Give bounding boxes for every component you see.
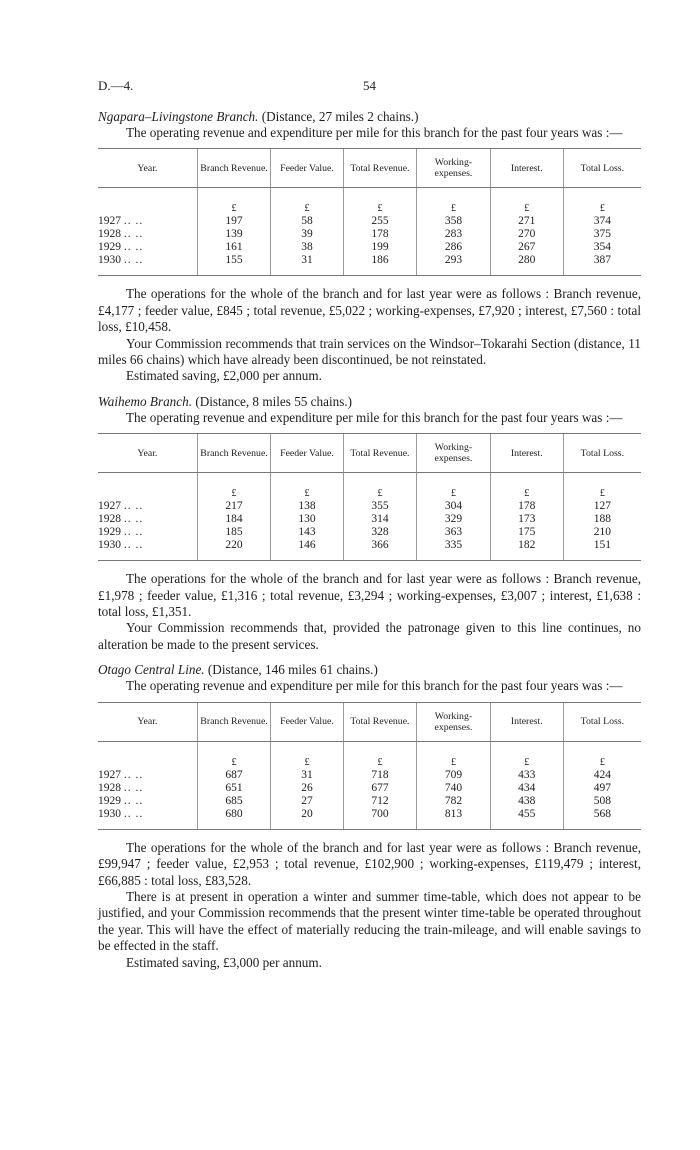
branch-section — [98, 661, 641, 971]
value-cell: 39 — [271, 228, 343, 241]
value-cell: 433 — [490, 769, 563, 782]
value-cell: 335 — [417, 539, 491, 561]
branch-section — [98, 108, 641, 385]
table-row — [98, 782, 641, 795]
value-cell: 387 — [563, 254, 641, 276]
currency-unit-row — [98, 741, 641, 769]
branch-section — [98, 393, 641, 653]
body-paragraph: The operations for the whole of the branch and for last year were as follows : Branch revenue, £99,947 ; feeder value, £2,953 ; total revenue, £102,900 ; working-expenses, £119,479 ; interest, £66,885 : total loss, £83,528. — [98, 839, 641, 888]
year-value: 1929 — [98, 794, 121, 807]
table-row — [98, 228, 641, 241]
currency-symbol: £ — [343, 188, 416, 216]
year-cell — [98, 254, 197, 276]
year-value: 1928 — [98, 513, 121, 526]
section-heading — [98, 661, 641, 678]
value-cell: 434 — [490, 782, 563, 795]
value-cell: 424 — [563, 769, 641, 782]
value-cell: 161 — [197, 241, 270, 254]
year-cell — [98, 228, 197, 241]
year-value: 1929 — [98, 526, 121, 539]
value-cell: 354 — [563, 241, 641, 254]
currency-symbol: £ — [343, 473, 416, 501]
branch-distance: (Distance, 27 miles 2 chains.) — [261, 109, 419, 124]
value-cell: 685 — [197, 795, 270, 808]
value-cell: 293 — [417, 254, 491, 276]
year-value: 1927 — [98, 768, 121, 781]
value-cell: 185 — [197, 526, 270, 539]
table-header-row — [98, 702, 641, 741]
column-header: Branch Revenue. — [197, 702, 270, 741]
value-cell: 687 — [197, 769, 270, 782]
dot-leader: .. .. — [123, 215, 144, 228]
table-row — [98, 795, 641, 808]
column-header: Interest. — [490, 702, 563, 741]
value-cell: 175 — [490, 526, 563, 539]
body-paragraph: Your Commission recommends that, provided the patronage given to this line continues, no alteration be made to the present services. — [98, 620, 641, 652]
currency-symbol: £ — [417, 188, 491, 216]
currency-symbol: £ — [197, 473, 270, 501]
section-intro: The operating revenue and expenditure per mile for this branch for the past four years was :— — [126, 678, 623, 694]
value-cell: 375 — [563, 228, 641, 241]
column-header: Feeder Value. — [271, 702, 343, 741]
document-reference: D.—4. — [98, 78, 134, 93]
branch-distance: (Distance, 8 miles 55 chains.) — [195, 393, 353, 409]
value-cell: 712 — [343, 795, 416, 808]
value-cell: 329 — [417, 513, 491, 526]
year-value: 1927 — [98, 500, 121, 513]
value-cell: 358 — [417, 215, 491, 228]
column-header: Interest. — [490, 149, 563, 188]
revenue-table — [98, 433, 641, 561]
value-cell: 173 — [490, 513, 563, 526]
column-header: Year. — [98, 434, 197, 473]
table-header-row — [98, 149, 641, 188]
currency-symbol: £ — [490, 473, 563, 501]
currency-symbol: £ — [343, 741, 416, 769]
value-cell: 130 — [271, 513, 343, 526]
value-cell: 374 — [563, 215, 641, 228]
body-paragraph: There is at present in operation a winter and summer time-table, which does not appear to be justified, and your Commission recommends that the present winter time-table be operated throughout the year. This will have the effect of materially reducing the train-mileage, and will enable savings to be effected in the staff. — [98, 888, 641, 954]
column-header: Working-expenses. — [417, 434, 491, 473]
value-cell: 220 — [197, 539, 270, 561]
value-cell: 328 — [343, 526, 416, 539]
currency-symbol: £ — [197, 188, 270, 216]
dot-leader: .. .. — [123, 794, 144, 807]
value-cell: 283 — [417, 228, 491, 241]
value-cell: 455 — [490, 808, 563, 830]
value-cell: 58 — [271, 215, 343, 228]
dot-leader: .. .. — [123, 500, 144, 513]
value-cell: 782 — [417, 795, 491, 808]
value-cell: 255 — [343, 215, 416, 228]
column-header: Interest. — [490, 434, 563, 473]
value-cell: 508 — [563, 795, 641, 808]
running-header — [98, 78, 641, 100]
value-cell: 146 — [271, 539, 343, 561]
body-paragraph: The operations for the whole of the branch and for last year were as follows : Branch revenue, £1,978 ; feeder value, £1,316 ; total revenue, £3,294 ; working-expenses, £3,007 ; interest, £1,638 : total loss, £1,351. — [98, 571, 641, 620]
currency-unit-row — [98, 188, 641, 216]
table-row — [98, 526, 641, 539]
value-cell: 127 — [563, 500, 641, 513]
currency-unit-row — [98, 473, 641, 501]
dot-leader: .. .. — [123, 807, 144, 820]
year-value: 1928 — [98, 228, 121, 241]
dot-leader: .. .. — [123, 768, 144, 781]
value-cell: 314 — [343, 513, 416, 526]
value-cell: 138 — [271, 500, 343, 513]
section-heading — [98, 108, 641, 125]
value-cell: 178 — [343, 228, 416, 241]
table-row — [98, 513, 641, 526]
value-cell: 267 — [490, 241, 563, 254]
revenue-table — [98, 702, 641, 830]
year-cell — [98, 215, 197, 228]
body-paragraph: Estimated saving, £2,000 per annum. — [126, 368, 322, 384]
value-cell: 438 — [490, 795, 563, 808]
column-header: Total Loss. — [563, 702, 641, 741]
value-cell: 210 — [563, 526, 641, 539]
branch-name: Otago Central Line. — [98, 662, 205, 678]
column-header: Total Revenue. — [343, 434, 416, 473]
page-number: 54 — [363, 78, 376, 93]
value-cell: 700 — [343, 808, 416, 830]
column-header: Working-expenses. — [417, 702, 491, 741]
value-cell: 677 — [343, 782, 416, 795]
currency-symbol: £ — [271, 188, 343, 216]
value-cell: 26 — [271, 782, 343, 795]
year-cell — [98, 539, 197, 561]
column-header: Branch Revenue. — [197, 149, 270, 188]
currency-symbol: £ — [197, 741, 270, 769]
year-value: 1929 — [98, 241, 121, 254]
dot-leader: .. .. — [123, 781, 144, 794]
value-cell: 31 — [271, 254, 343, 276]
currency-symbol: £ — [271, 473, 343, 501]
year-value: 1930 — [98, 807, 121, 820]
column-header: Branch Revenue. — [197, 434, 270, 473]
year-cell — [98, 769, 197, 782]
table-row — [98, 500, 641, 513]
table-header-row — [98, 434, 641, 473]
value-cell: 280 — [490, 254, 563, 276]
section-intro: The operating revenue and expenditure per mile for this branch for the past four years was :— — [126, 409, 623, 425]
column-header: Total Revenue. — [343, 702, 416, 741]
column-header: Total Loss. — [563, 149, 641, 188]
value-cell: 304 — [417, 500, 491, 513]
body-paragraph: Estimated saving, £3,000 per annum. — [126, 954, 322, 970]
year-cell — [98, 500, 197, 513]
value-cell: 355 — [343, 500, 416, 513]
year-cell — [98, 513, 197, 526]
table-row — [98, 215, 641, 228]
value-cell: 20 — [271, 808, 343, 830]
currency-symbol: £ — [563, 473, 641, 501]
value-cell: 271 — [490, 215, 563, 228]
value-cell: 709 — [417, 769, 491, 782]
dot-leader: .. .. — [123, 513, 144, 526]
value-cell: 188 — [563, 513, 641, 526]
section-intro: The operating revenue and expenditure per mile for this branch for the past four years was :— — [126, 125, 623, 140]
value-cell: 217 — [197, 500, 270, 513]
value-cell: 270 — [490, 228, 563, 241]
value-cell: 186 — [343, 254, 416, 276]
value-cell: 197 — [197, 215, 270, 228]
value-cell: 151 — [563, 539, 641, 561]
column-header: Feeder Value. — [271, 434, 343, 473]
column-header: Feeder Value. — [271, 149, 343, 188]
dot-leader: .. .. — [123, 526, 144, 539]
value-cell: 286 — [417, 241, 491, 254]
value-cell: 651 — [197, 782, 270, 795]
year-value: 1930 — [98, 539, 121, 552]
value-cell: 38 — [271, 241, 343, 254]
value-cell: 568 — [563, 808, 641, 830]
dot-leader: .. .. — [123, 241, 144, 254]
currency-symbol: £ — [271, 741, 343, 769]
table-row — [98, 539, 641, 561]
document-page — [98, 78, 641, 971]
branch-name: Waihemo Branch. — [98, 393, 193, 409]
branch-name: Ngapara–Livingstone Branch. — [98, 109, 259, 124]
year-value: 1927 — [98, 215, 121, 228]
currency-symbol: £ — [417, 473, 491, 501]
year-cell — [98, 526, 197, 539]
table-row — [98, 254, 641, 276]
year-value: 1928 — [98, 781, 121, 794]
value-cell: 497 — [563, 782, 641, 795]
value-cell: 184 — [197, 513, 270, 526]
currency-symbol: £ — [490, 741, 563, 769]
table-row — [98, 769, 641, 782]
body-paragraph: Your Commission recommends that train services on the Windsor–Tokarahi Section (distance, 11 miles 66 chains) which have already been discontinued, be not reinstated. — [98, 335, 641, 368]
section-heading — [98, 393, 641, 410]
column-header: Total Revenue. — [343, 149, 416, 188]
currency-symbol: £ — [490, 188, 563, 216]
value-cell: 718 — [343, 769, 416, 782]
body-paragraph: The operations for the whole of the branch and for last year were as follows : Branch revenue, £4,177 ; feeder value, £845 ; total revenue, £5,022 ; working-expenses, £7,920 ; interest, £7,560 : total loss, £10,458. — [98, 286, 641, 335]
column-header: Year. — [98, 702, 197, 741]
value-cell: 139 — [197, 228, 270, 241]
column-header: Working-expenses. — [417, 149, 491, 188]
year-cell — [98, 782, 197, 795]
value-cell: 182 — [490, 539, 563, 561]
value-cell: 199 — [343, 241, 416, 254]
currency-symbol: £ — [417, 741, 491, 769]
value-cell: 740 — [417, 782, 491, 795]
currency-symbol: £ — [563, 188, 641, 216]
value-cell: 363 — [417, 526, 491, 539]
value-cell: 178 — [490, 500, 563, 513]
year-cell — [98, 808, 197, 830]
value-cell: 813 — [417, 808, 491, 830]
year-cell — [98, 241, 197, 254]
value-cell: 155 — [197, 254, 270, 276]
dot-leader: .. .. — [123, 254, 144, 267]
value-cell: 31 — [271, 769, 343, 782]
year-value: 1930 — [98, 254, 121, 267]
document-body — [98, 108, 641, 971]
table-row — [98, 241, 641, 254]
value-cell: 143 — [271, 526, 343, 539]
value-cell: 366 — [343, 539, 416, 561]
year-cell — [98, 795, 197, 808]
dot-leader: .. .. — [123, 228, 144, 241]
column-header: Year. — [98, 149, 197, 188]
dot-leader: .. .. — [123, 539, 144, 552]
table-row — [98, 808, 641, 830]
value-cell: 27 — [271, 795, 343, 808]
revenue-table — [98, 148, 641, 276]
branch-distance: (Distance, 146 miles 61 chains.) — [207, 662, 378, 678]
value-cell: 680 — [197, 808, 270, 830]
currency-symbol: £ — [563, 741, 641, 769]
column-header: Total Loss. — [563, 434, 641, 473]
